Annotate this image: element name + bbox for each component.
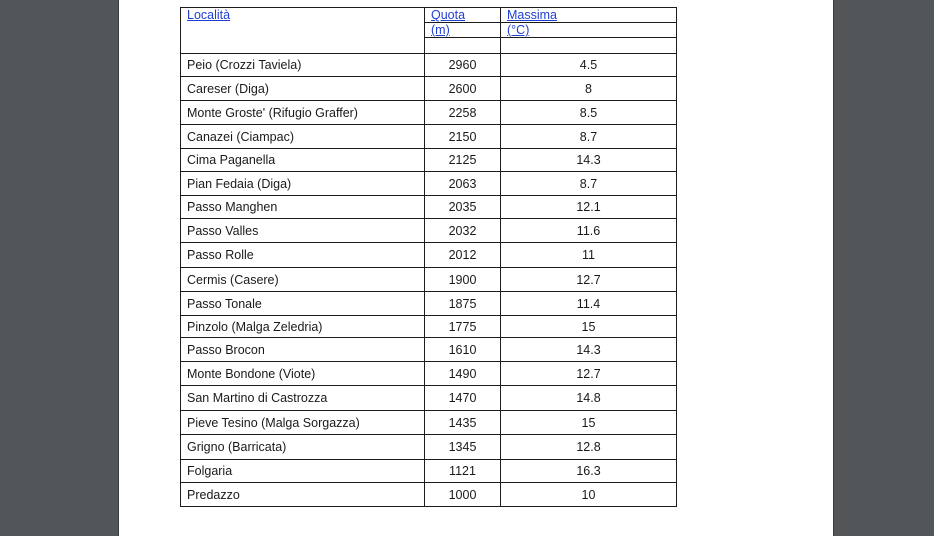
cell-quota: 2960	[425, 54, 501, 77]
cell-localita: Monte Groste' (Rifugio Graffer)	[181, 101, 425, 125]
cell-localita: Predazzo	[181, 483, 425, 507]
cell-localita: Passo Valles	[181, 219, 425, 243]
table-row	[181, 386, 677, 411]
cell-localita: Passo Tonale	[181, 292, 425, 316]
cell-massima: 14.3	[501, 149, 677, 172]
cell-massima: 14.8	[501, 386, 677, 411]
cell-localita: Folgaria	[181, 460, 425, 483]
table-row	[181, 243, 677, 268]
table-row	[181, 362, 677, 386]
cell-massima: 4.5	[501, 54, 677, 77]
cell-quota: 2032	[425, 219, 501, 243]
table-row	[181, 460, 677, 483]
cell-massima: 12.1	[501, 196, 677, 219]
table-row	[181, 483, 677, 507]
cell-quota: 2125	[425, 149, 501, 172]
cell-localita: Grigno (Barricata)	[181, 435, 425, 460]
table-row	[181, 292, 677, 316]
table-row	[181, 54, 677, 77]
cell-massima: 10	[501, 483, 677, 507]
header-massima-cell	[501, 8, 677, 23]
table-row	[181, 101, 677, 125]
header-quota-unit-link[interactable]: (m)	[431, 23, 450, 37]
header-row	[181, 8, 677, 23]
cell-quota: 1000	[425, 483, 501, 507]
header-quota-cell	[425, 8, 501, 23]
cell-quota: 1435	[425, 411, 501, 435]
cell-quota: 1610	[425, 338, 501, 362]
cell-massima: 8	[501, 77, 677, 101]
cell-quota: 1900	[425, 268, 501, 292]
cell-massima: 15	[501, 316, 677, 338]
header-spacer-cell	[425, 38, 501, 54]
header-massima-unit-cell	[501, 23, 677, 38]
cell-quota: 2063	[425, 172, 501, 196]
cell-localita: San Martino di Castrozza	[181, 386, 425, 411]
cell-massima: 16.3	[501, 460, 677, 483]
cell-massima: 12.7	[501, 268, 677, 292]
cell-quota: 2258	[425, 101, 501, 125]
cell-massima: 12.8	[501, 435, 677, 460]
header-massima-unit-link[interactable]: (°C)	[507, 23, 530, 37]
cell-localita: Pinzolo (Malga Zeledria)	[181, 316, 425, 338]
cell-quota: 1470	[425, 386, 501, 411]
temperature-table	[180, 7, 677, 507]
cell-massima: 8.5	[501, 101, 677, 125]
cell-localita: Passo Brocon	[181, 338, 425, 362]
cell-localita: Canazei (Ciampac)	[181, 125, 425, 149]
cell-localita: Pieve Tesino (Malga Sorgazza)	[181, 411, 425, 435]
table-row	[181, 435, 677, 460]
header-quota-unit-cell	[425, 23, 501, 38]
cell-localita: Passo Manghen	[181, 196, 425, 219]
cell-massima: 11.4	[501, 292, 677, 316]
table-row	[181, 338, 677, 362]
document-page	[118, 0, 834, 536]
header-massima-link[interactable]: Massima	[507, 8, 558, 22]
cell-quota: 1875	[425, 292, 501, 316]
cell-localita: Careser (Diga)	[181, 77, 425, 101]
cell-quota: 2150	[425, 125, 501, 149]
table-row	[181, 125, 677, 149]
cell-quota: 1345	[425, 435, 501, 460]
cell-massima: 11	[501, 243, 677, 268]
cell-localita: Peio (Crozzi Taviela)	[181, 54, 425, 77]
cell-massima: 12.7	[501, 362, 677, 386]
table-row	[181, 77, 677, 101]
cell-localita: Cima Paganella	[181, 149, 425, 172]
cell-massima: 15	[501, 411, 677, 435]
header-localita-link[interactable]: Località	[187, 8, 231, 22]
cell-quota: 1490	[425, 362, 501, 386]
header-quota-link[interactable]: Quota	[431, 8, 466, 22]
cell-quota: 1775	[425, 316, 501, 338]
cell-quota: 2012	[425, 243, 501, 268]
cell-localita: Passo Rolle	[181, 243, 425, 268]
table-row	[181, 172, 677, 196]
cell-massima: 14.3	[501, 338, 677, 362]
table-row	[181, 268, 677, 292]
cell-massima: 8.7	[501, 125, 677, 149]
table-row	[181, 219, 677, 243]
cell-localita: Pian Fedaia (Diga)	[181, 172, 425, 196]
table-row	[181, 196, 677, 219]
table-row	[181, 149, 677, 172]
header-localita-cell	[181, 8, 425, 54]
table-row	[181, 316, 677, 338]
cell-quota: 2600	[425, 77, 501, 101]
cell-quota: 1121	[425, 460, 501, 483]
cell-massima: 8.7	[501, 172, 677, 196]
cell-massima: 11.6	[501, 219, 677, 243]
cell-quota: 2035	[425, 196, 501, 219]
header-spacer-cell	[501, 38, 677, 54]
cell-localita: Cermis (Casere)	[181, 268, 425, 292]
table-row	[181, 411, 677, 435]
cell-localita: Monte Bondone (Viote)	[181, 362, 425, 386]
